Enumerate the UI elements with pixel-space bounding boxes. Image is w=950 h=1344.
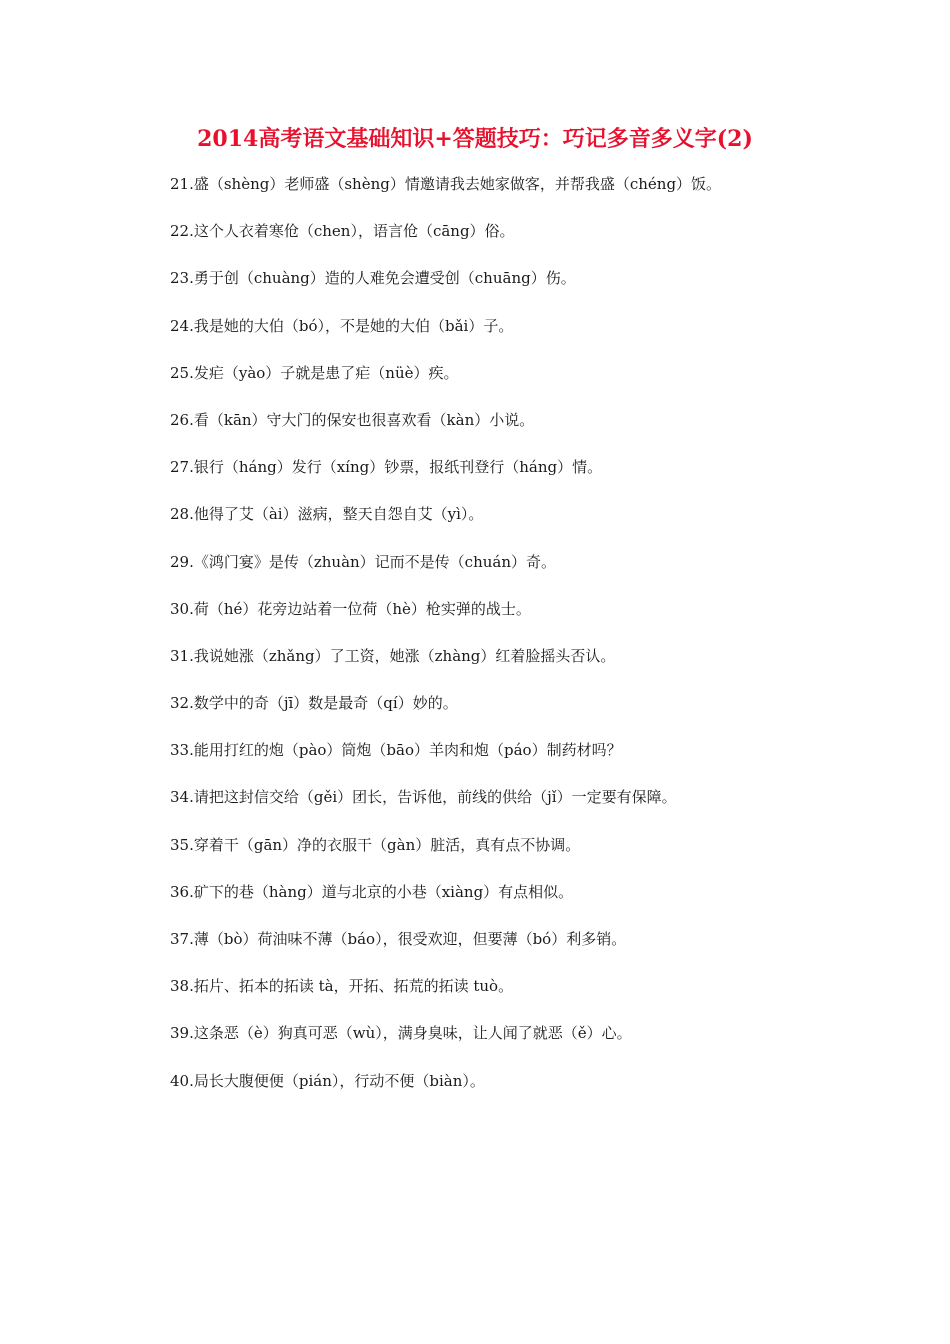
- list-item: 31.我说她涨（zhǎng）了工资，她涨（zhàng）红着脸摇头否认。: [170, 646, 616, 665]
- list-item: 30.荷（hé）花旁边站着一位荷（hè）枪实弹的战士。: [170, 599, 531, 618]
- list-item: 26.看（kān）守大门的保安也很喜欢看（kàn）小说。: [170, 410, 535, 429]
- list-item: 25.发疟（yào）子就是患了疟（nüè）疾。: [170, 363, 459, 382]
- list-item: 28.他得了艾（ài）滋病，整天自怨自艾（yì）。: [170, 505, 484, 524]
- list-item: 33.能用打红的炮（pào）筒炮（bāo）羊肉和炮（páo）制药材吗？: [170, 741, 622, 760]
- list-item: 22.这个人衣着寒伧（chen），语言伧（cāng）俗。: [170, 222, 515, 241]
- list-item: 24.我是她的大伯（bó），不是她的大伯（bǎi）子。: [170, 316, 514, 335]
- list-item: 29.《鸿门宴》是传（zhuàn）记而不是传（chuán）奇。: [170, 552, 557, 571]
- list-item: 36.矿下的巷（hàng）道与北京的小巷（xiàng）有点相似。: [170, 882, 574, 901]
- list-item: 38.拓片、拓本的拓读 tà，开拓、拓荒的拓读 tuò。: [170, 977, 514, 996]
- list-item: 27.银行（háng）发行（xíng）钞票，报纸刊登行（háng）情。: [170, 458, 603, 477]
- document-title: 2014高考语文基础知识+答题技巧：巧记多音多义字(2): [197, 126, 753, 152]
- list-item: 40.局长大腹便便（pián），行动不便（biàn）。: [170, 1071, 485, 1090]
- list-item: 23.勇于创（chuàng）造的人难免会遭受创（chuāng）伤。: [170, 269, 576, 288]
- list-item: 21.盛（shèng）老师盛（shèng）情邀请我去她家做客，并帮我盛（chéng）饭。: [170, 175, 722, 193]
- list-item: 39.这条恶（è）狗真可恶（wù），满身臭味，让人闻了就恶（ě）心。: [170, 1024, 632, 1043]
- list-item: 37.薄（bò）荷油味不薄（báo），很受欢迎，但要薄（bó）利多销。: [170, 930, 627, 948]
- list-item: 34.请把这封信交给（gěi）团长，告诉他，前线的供给（jǐ）一定要有保障。: [170, 788, 677, 807]
- list-item: 35.穿着干（gān）净的衣服干（gàn）脏活，真有点不协调。: [170, 835, 581, 854]
- list-item: 32.数学中的奇（jī）数是最奇（qí）妙的。: [170, 694, 458, 713]
- item-list: [170, 172, 890, 1116]
